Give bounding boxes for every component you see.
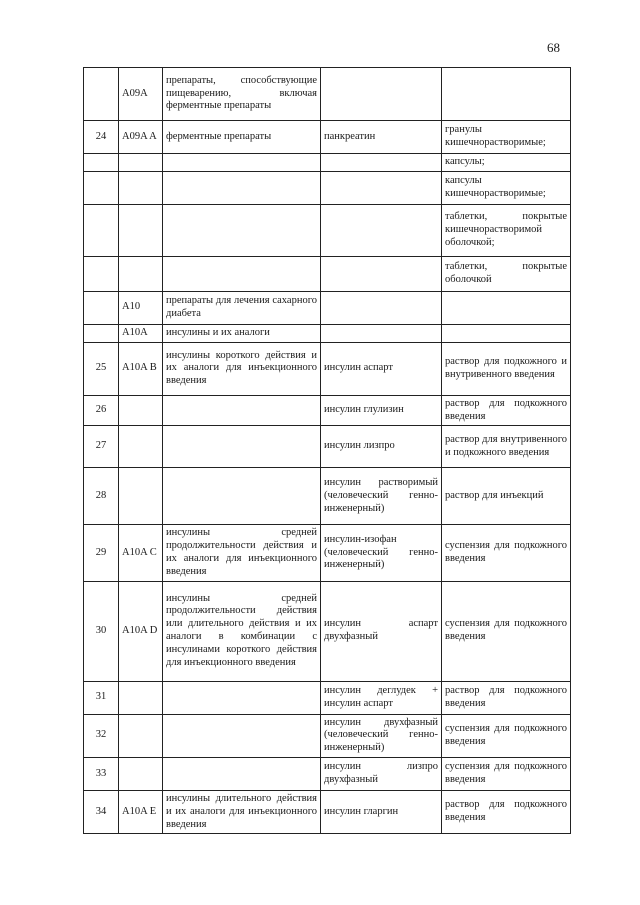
atc-code xyxy=(119,395,163,426)
dosage-form xyxy=(442,68,571,121)
drug-name xyxy=(321,154,442,172)
row-number: 27 xyxy=(84,426,119,468)
atc-code xyxy=(119,154,163,172)
anatomical-therapeutic-group: инсулины длительного действия и их аналоги для инъекционного введения xyxy=(163,790,321,833)
drug-list-table xyxy=(83,67,571,834)
atc-code xyxy=(119,204,163,256)
dosage-form: суспензия для подкожного введения xyxy=(442,581,571,681)
drug-name xyxy=(321,171,442,204)
dosage-form: раствор для подкожного введения xyxy=(442,790,571,833)
drug-name xyxy=(321,204,442,256)
drug-name: инсулин гларгин xyxy=(321,790,442,833)
atc-code xyxy=(119,714,163,757)
drug-name: панкреатин xyxy=(321,121,442,154)
drug-name: инсулин деглудек + инсулин аспарт xyxy=(321,681,442,714)
row-number: 34 xyxy=(84,790,119,833)
dosage-form: капсулы кишечнорастворимые; xyxy=(442,171,571,204)
drug-name: инсулин лизпро xyxy=(321,426,442,468)
table-row xyxy=(84,468,571,525)
table-row xyxy=(84,395,571,426)
table-row xyxy=(84,256,571,291)
drug-name: инсулин аспарт xyxy=(321,342,442,395)
drug-name xyxy=(321,324,442,342)
table-row xyxy=(84,757,571,790)
dosage-form: суспензия для подкожного введения xyxy=(442,525,571,581)
anatomical-therapeutic-group xyxy=(163,426,321,468)
row-number: 31 xyxy=(84,681,119,714)
table-row xyxy=(84,324,571,342)
table-row xyxy=(84,525,571,581)
dosage-form xyxy=(442,324,571,342)
table-row xyxy=(84,681,571,714)
atc-code xyxy=(119,681,163,714)
atc-code: A10A E xyxy=(119,790,163,833)
table-row xyxy=(84,171,571,204)
row-number xyxy=(84,154,119,172)
dosage-form: раствор для подкожного введения xyxy=(442,395,571,426)
anatomical-therapeutic-group xyxy=(163,395,321,426)
row-number xyxy=(84,291,119,324)
drug-name xyxy=(321,291,442,324)
table-row xyxy=(84,714,571,757)
atc-code: A09A A xyxy=(119,121,163,154)
row-number: 25 xyxy=(84,342,119,395)
atc-code xyxy=(119,426,163,468)
atc-code xyxy=(119,757,163,790)
drug-name: инсулин растворимый (человеческий генно-инженерный) xyxy=(321,468,442,525)
row-number xyxy=(84,68,119,121)
drug-name xyxy=(321,256,442,291)
row-number: 32 xyxy=(84,714,119,757)
anatomical-therapeutic-group xyxy=(163,204,321,256)
table-row xyxy=(84,204,571,256)
drug-name: инсулин лизпро двухфазный xyxy=(321,757,442,790)
anatomical-therapeutic-group xyxy=(163,757,321,790)
atc-code: A10A B xyxy=(119,342,163,395)
dosage-form: раствор для инъекций xyxy=(442,468,571,525)
anatomical-therapeutic-group xyxy=(163,681,321,714)
dosage-form: суспензия для подкожного введения xyxy=(442,714,571,757)
atc-code: A09A xyxy=(119,68,163,121)
atc-code: A10A D xyxy=(119,581,163,681)
table-row xyxy=(84,426,571,468)
dosage-form: таблетки, покрытые кишечнорастворимой оболочкой; xyxy=(442,204,571,256)
table-row xyxy=(84,121,571,154)
table-row xyxy=(84,68,571,121)
table-row xyxy=(84,154,571,172)
dosage-form: раствор для подкожного введения xyxy=(442,681,571,714)
anatomical-therapeutic-group: препараты, способствующие пищеварению, включая ферментные препараты xyxy=(163,68,321,121)
atc-code: A10A xyxy=(119,324,163,342)
row-number xyxy=(84,204,119,256)
atc-code xyxy=(119,256,163,291)
row-number: 24 xyxy=(84,121,119,154)
dosage-form xyxy=(442,291,571,324)
row-number: 33 xyxy=(84,757,119,790)
table-row xyxy=(84,291,571,324)
table-row xyxy=(84,790,571,833)
anatomical-therapeutic-group: инсулины средней продолжительности действия или длительного действия и их аналоги в комбинации с инсулинами короткого действия для инъекционного введения xyxy=(163,581,321,681)
atc-code: A10 xyxy=(119,291,163,324)
anatomical-therapeutic-group xyxy=(163,154,321,172)
drug-name xyxy=(321,68,442,121)
dosage-form: раствор для подкожного и внутривенного введения xyxy=(442,342,571,395)
dosage-form: суспензия для подкожного введения xyxy=(442,757,571,790)
atc-code: A10A C xyxy=(119,525,163,581)
anatomical-therapeutic-group xyxy=(163,468,321,525)
anatomical-therapeutic-group: инсулины и их аналоги xyxy=(163,324,321,342)
dosage-form: раствор для внутривенного и подкожного введения xyxy=(442,426,571,468)
row-number: 28 xyxy=(84,468,119,525)
anatomical-therapeutic-group: препараты для лечения сахарного диабета xyxy=(163,291,321,324)
drug-name: инсулин-изофан (человеческий генно-инженерный) xyxy=(321,525,442,581)
table-row xyxy=(84,581,571,681)
anatomical-therapeutic-group: ферментные препараты xyxy=(163,121,321,154)
drug-name: инсулин двухфазный (человеческий генно-инженерный) xyxy=(321,714,442,757)
drug-name: инсулин глулизин xyxy=(321,395,442,426)
dosage-form: гранулы кишечнорастворимые; xyxy=(442,121,571,154)
row-number xyxy=(84,324,119,342)
table-row xyxy=(84,342,571,395)
row-number: 30 xyxy=(84,581,119,681)
anatomical-therapeutic-group: инсулины средней продолжительности действия и их аналоги для инъекционного введения xyxy=(163,525,321,581)
drug-name: инсулин аспарт двухфазный xyxy=(321,581,442,681)
anatomical-therapeutic-group xyxy=(163,714,321,757)
atc-code xyxy=(119,171,163,204)
row-number: 29 xyxy=(84,525,119,581)
atc-code xyxy=(119,468,163,525)
page-number: 68 xyxy=(547,40,560,55)
row-number xyxy=(84,171,119,204)
dosage-form: таблетки, покрытые оболочкой xyxy=(442,256,571,291)
dosage-form: капсулы; xyxy=(442,154,571,172)
anatomical-therapeutic-group: инсулины короткого действия и их аналоги для инъекционного введения xyxy=(163,342,321,395)
row-number: 26 xyxy=(84,395,119,426)
anatomical-therapeutic-group xyxy=(163,171,321,204)
row-number xyxy=(84,256,119,291)
anatomical-therapeutic-group xyxy=(163,256,321,291)
